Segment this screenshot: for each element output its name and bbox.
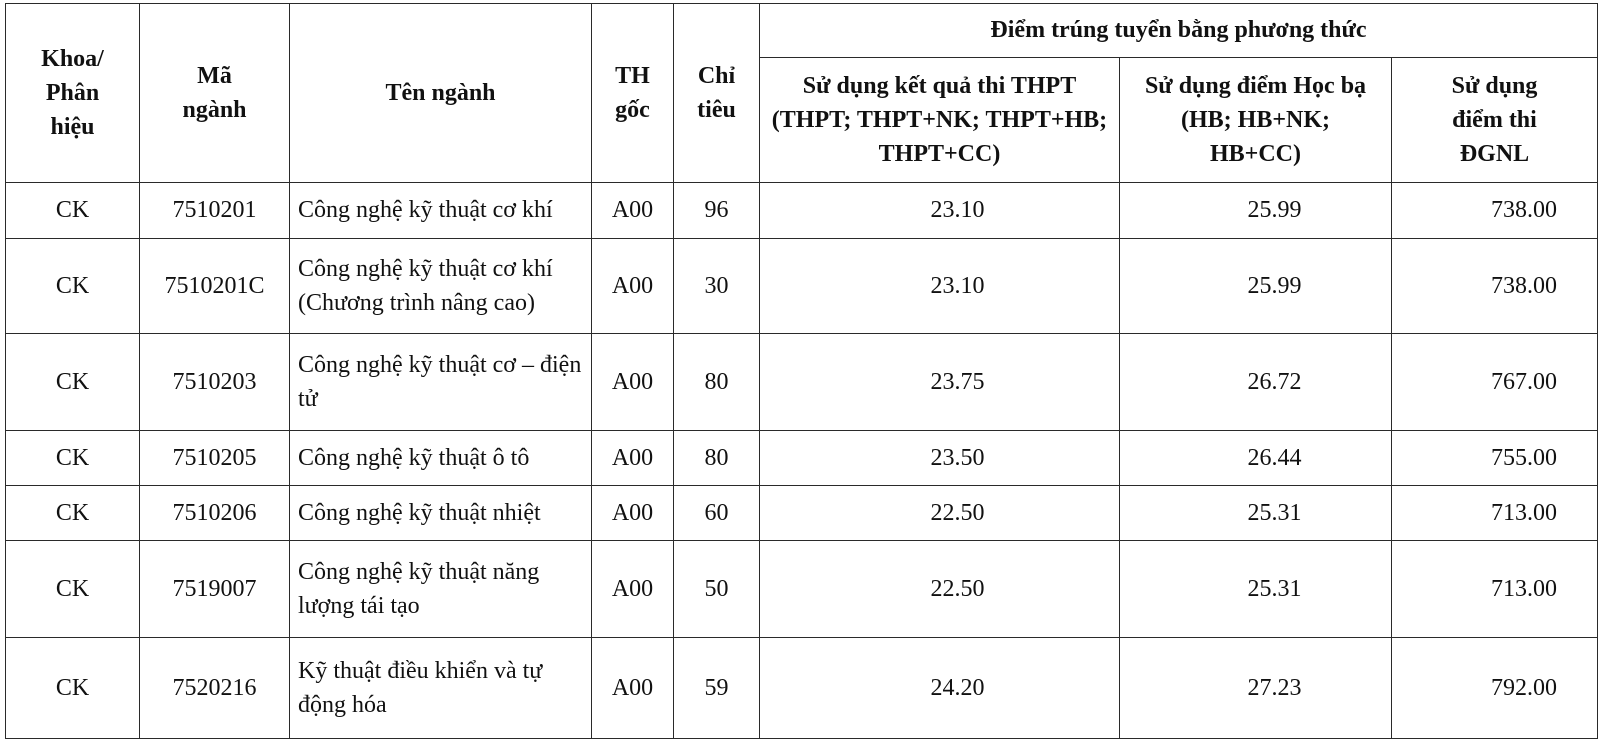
- header-major-code: Mã ngành: [140, 4, 290, 183]
- header-original-combo: TH gốc: [592, 4, 674, 183]
- table-header: [6, 4, 1598, 183]
- cell-score-thpt: 23.10: [760, 183, 1120, 239]
- cell-major-code: 7510205: [140, 431, 290, 486]
- cell-score-hb: 25.99: [1120, 238, 1392, 333]
- cell-major-name: Công nghệ kỹ thuật cơ – điện tử: [290, 333, 592, 430]
- header-method-group: Điểm trúng tuyển bằng phương thức: [760, 4, 1598, 58]
- cell-major-name: Kỹ thuật điều khiển và tự động hóa: [290, 637, 592, 738]
- cell-score-hb: 26.72: [1120, 333, 1392, 430]
- cell-major-code: 7510206: [140, 485, 290, 540]
- table-row: [6, 183, 1598, 239]
- table-body: [6, 183, 1598, 739]
- cell-score-hb: 25.99: [1120, 183, 1392, 239]
- cell-score-thpt: 24.20: [760, 637, 1120, 738]
- cell-major-name: Công nghệ kỹ thuật nhiệt: [290, 485, 592, 540]
- cell-score-thpt: 23.10: [760, 238, 1120, 333]
- header-method-thpt: Sử dụng kết quả thi THPT (THPT; THPT+NK; THPT+HB; THPT+CC): [760, 58, 1120, 183]
- cell-score-dgnl: 767.00: [1392, 333, 1598, 430]
- cell-combo: A00: [592, 238, 674, 333]
- admission-scores-table: [5, 3, 1598, 739]
- cell-major-name: Công nghệ kỹ thuật cơ khí (Chương trình nâng cao): [290, 238, 592, 333]
- cell-combo: A00: [592, 431, 674, 486]
- table-row: [6, 485, 1598, 540]
- cell-score-dgnl: 738.00: [1392, 238, 1598, 333]
- cell-major-code: 7510203: [140, 333, 290, 430]
- cell-quota: 96: [674, 183, 760, 239]
- cell-major-name: Công nghệ kỹ thuật ô tô: [290, 431, 592, 486]
- cell-score-thpt: 23.75: [760, 333, 1120, 430]
- cell-combo: A00: [592, 333, 674, 430]
- cell-major-code: 7510201: [140, 183, 290, 239]
- cell-combo: A00: [592, 485, 674, 540]
- table-row: [6, 431, 1598, 486]
- cell-major-code: 7519007: [140, 540, 290, 637]
- cell-score-dgnl: 755.00: [1392, 431, 1598, 486]
- cell-quota: 50: [674, 540, 760, 637]
- cell-major-code: 7510201C: [140, 238, 290, 333]
- header-quota: Chỉ tiêu: [674, 4, 760, 183]
- cell-faculty: CK: [6, 183, 140, 239]
- cell-faculty: CK: [6, 485, 140, 540]
- table-row: [6, 637, 1598, 738]
- header-major-name: Tên ngành: [290, 4, 592, 183]
- cell-score-thpt: 23.50: [760, 431, 1120, 486]
- cell-combo: A00: [592, 540, 674, 637]
- cell-faculty: CK: [6, 637, 140, 738]
- table-row: [6, 540, 1598, 637]
- cell-quota: 59: [674, 637, 760, 738]
- header-row-top: [6, 4, 1598, 58]
- cell-score-hb: 27.23: [1120, 637, 1392, 738]
- header-method-hb: Sử dụng điểm Học bạ (HB; HB+NK; HB+CC): [1120, 58, 1392, 183]
- cell-quota: 80: [674, 333, 760, 430]
- cell-faculty: CK: [6, 333, 140, 430]
- cell-quota: 30: [674, 238, 760, 333]
- cell-major-name: Công nghệ kỹ thuật cơ khí: [290, 183, 592, 239]
- cell-score-hb: 26.44: [1120, 431, 1392, 486]
- cell-score-dgnl: 738.00: [1392, 183, 1598, 239]
- header-method-dgnl: Sử dụng điểm thi ĐGNL: [1392, 58, 1598, 183]
- cell-score-thpt: 22.50: [760, 485, 1120, 540]
- cell-quota: 80: [674, 431, 760, 486]
- cell-faculty: CK: [6, 238, 140, 333]
- cell-quota: 60: [674, 485, 760, 540]
- cell-score-dgnl: 792.00: [1392, 637, 1598, 738]
- cell-score-thpt: 22.50: [760, 540, 1120, 637]
- cell-faculty: CK: [6, 431, 140, 486]
- cell-combo: A00: [592, 183, 674, 239]
- cell-faculty: CK: [6, 540, 140, 637]
- cell-combo: A00: [592, 637, 674, 738]
- cell-score-dgnl: 713.00: [1392, 540, 1598, 637]
- header-faculty: Khoa/ Phân hiệu: [6, 4, 140, 183]
- cell-score-dgnl: 713.00: [1392, 485, 1598, 540]
- table-row: [6, 238, 1598, 333]
- table-row: [6, 333, 1598, 430]
- cell-major-name: Công nghệ kỹ thuật năng lượng tái tạo: [290, 540, 592, 637]
- cell-major-code: 7520216: [140, 637, 290, 738]
- cell-score-hb: 25.31: [1120, 540, 1392, 637]
- cell-score-hb: 25.31: [1120, 485, 1392, 540]
